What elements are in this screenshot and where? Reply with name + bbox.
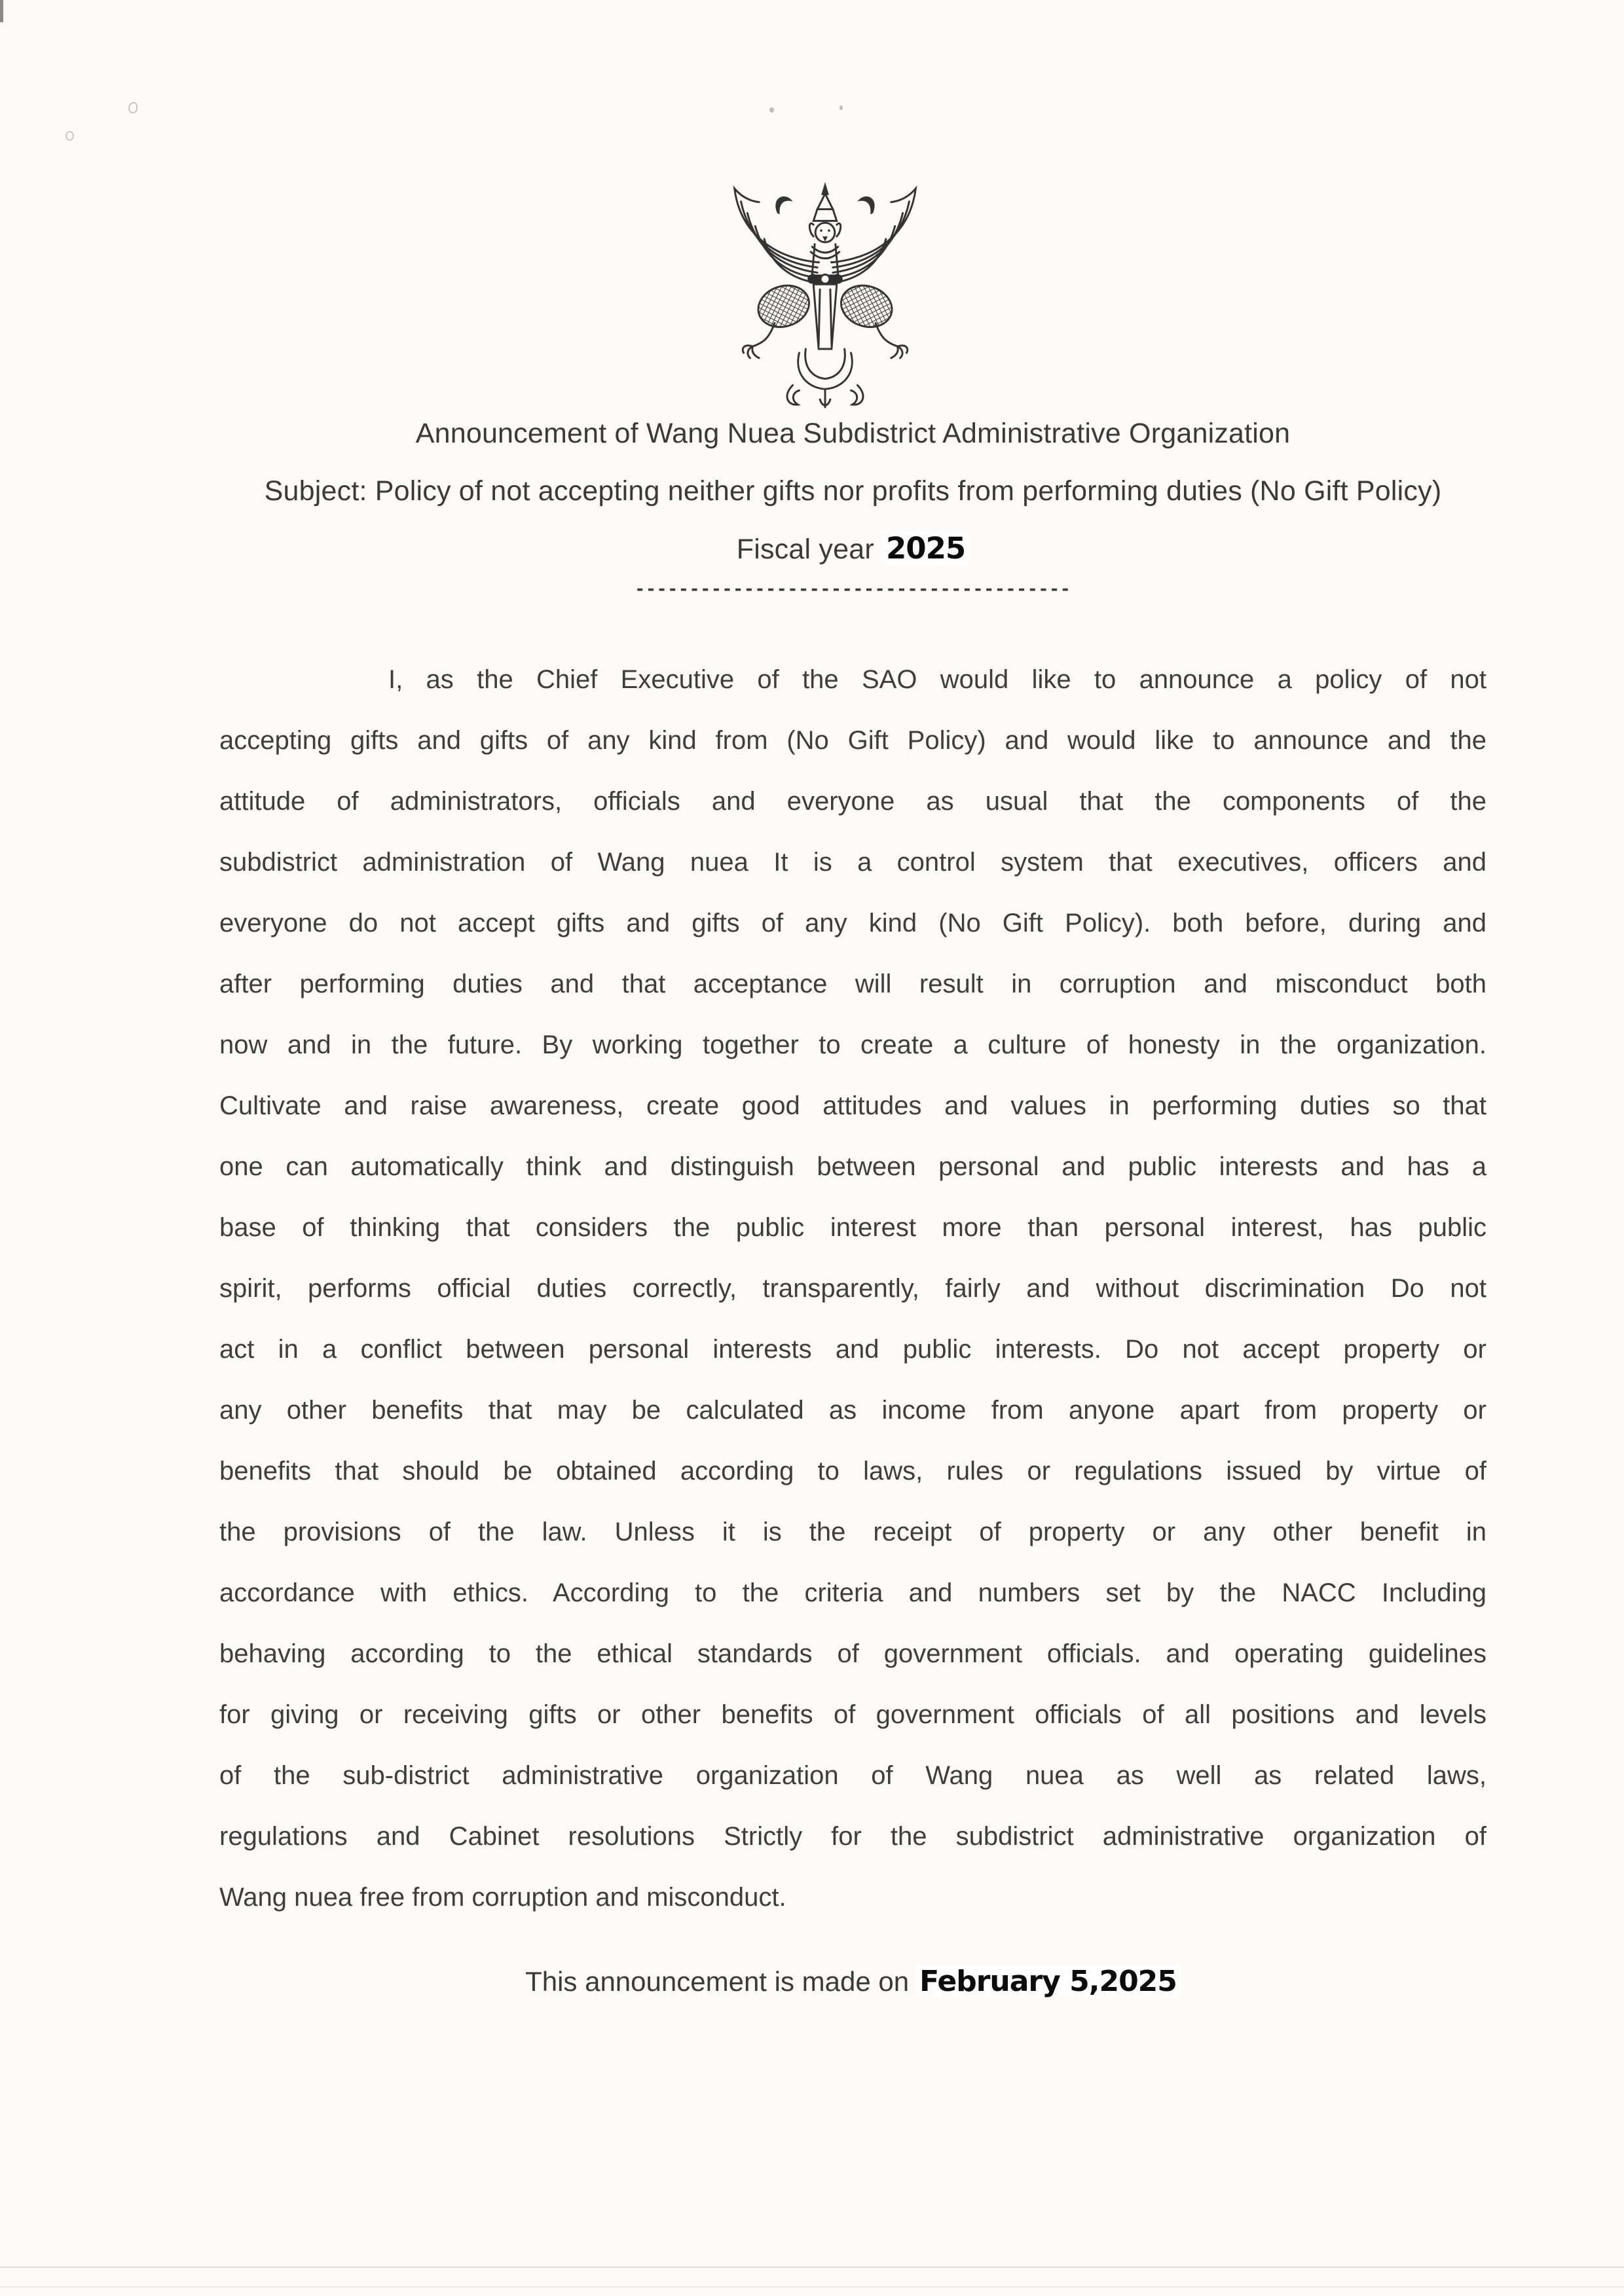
document-title: Announcement of Wang Nuea Subdistrict Administrative Organization (415, 418, 1291, 449)
scan-line-artifact (0, 2286, 1624, 2287)
body-line: for giving or receiving gifts or other benefits of government officials of all positions and levels (219, 1700, 1486, 1729)
closing-text: This announcement is made on (525, 1966, 910, 1997)
fiscal-year-label: Fiscal year (736, 534, 874, 565)
fiscal-year-line (219, 520, 1486, 578)
body-line: base of thinking that considers the public interest more than personal interest, has public (219, 1213, 1486, 1242)
announcement-date: February 5,2025 (915, 1965, 1181, 1998)
body-line: attitude of administrators, officials and everyone as usual that the components of the (219, 787, 1486, 816)
body-line: regulations and Cabinet resolutions Strictly for the subdistrict administrative organization of (219, 1822, 1486, 1851)
body-line: everyone do not accept gifts and gifts of any kind (No Gift Policy). both before, during and (219, 909, 1486, 938)
body-line: of the sub-district administrative organization of Wang nuea as well as related laws, (219, 1761, 1486, 1790)
body-line: accordance with ethics. According to the criteria and numbers set by the NACC Including (219, 1578, 1486, 1607)
scan-speck (840, 105, 843, 110)
body-line: act in a conflict between personal interests and public interests. Do not accept property or (219, 1335, 1486, 1364)
body-line: benefits that should be obtained according to laws, rules or regulations issued by virtue of (219, 1457, 1486, 1485)
body-line: spirit, performs official duties correctly, transparently, fairly and without discrimination Do not (219, 1274, 1486, 1303)
scan-speck (65, 131, 74, 141)
body-line: accepting gifts and gifts of any kind from (No Gift Policy) and would like to announce and the (219, 726, 1486, 755)
body-line: Wang nuea free from corruption and misconduct. (219, 1883, 786, 1912)
scan-edge-artifact (0, 0, 3, 22)
body-line: one can automatically think and distinguish between personal and public interests and has a (219, 1152, 1486, 1181)
document-header (219, 405, 1486, 578)
body-line: Cultivate and raise awareness, create good attitudes and values in performing duties so that (219, 1091, 1486, 1120)
body-line: the provisions of the law. Unless it is the receipt of property or any other benefit in (219, 1518, 1486, 1546)
scan-speck (769, 107, 774, 113)
body-line: after performing duties and that acceptance will result in corruption and misconduct both (219, 970, 1486, 998)
scan-speck (128, 102, 138, 113)
dashed-divider: ---------------------------------------- (635, 579, 1071, 599)
closing-line (219, 1958, 1486, 2006)
body-line: I, as the Chief Executive of the SAO would like to announce a policy of not (388, 665, 1486, 694)
body-line: now and in the future. By working together to create a culture of honesty in the organization. (219, 1030, 1486, 1059)
garuda-emblem-icon (715, 175, 935, 416)
body-line: behaving according to the ethical standards of government officials. and operating guidelines (219, 1639, 1486, 1668)
body-line: subdistrict administration of Wang nuea It is a control system that executives, officers and (219, 848, 1486, 877)
body-line: any other benefits that may be calculated as income from anyone apart from property or (219, 1396, 1486, 1425)
body-text (219, 649, 1486, 1928)
scan-line-artifact (0, 2267, 1624, 2268)
document-subject: Subject: Policy of not accepting neither gifts nor profits from performing duties (No Gift Policy) (264, 475, 1442, 507)
fiscal-year-value: 2025 (882, 531, 969, 566)
